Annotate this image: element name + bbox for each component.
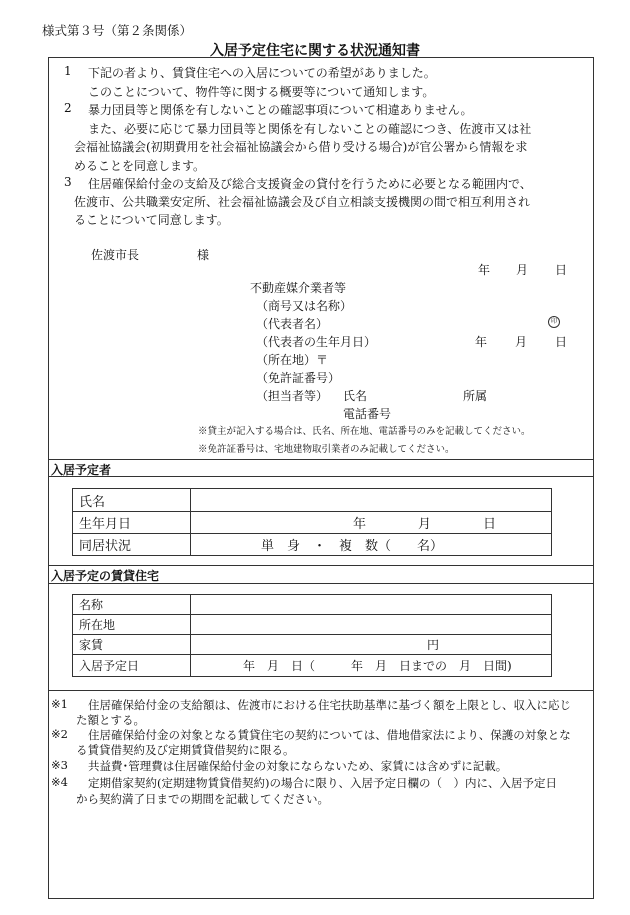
footnote-line: 定期借家契約(定期建物賃貸借契約)の場合に限り、入居予定日欄の（ ）内に、入居予定日 [88, 776, 557, 790]
statement-1-line: このことについて、物件等に関する概要等について通知します。 [88, 85, 435, 99]
date-year-label: 年 [478, 263, 491, 277]
housing-address-field[interactable] [191, 615, 552, 635]
table-row [73, 635, 552, 655]
agent-contact-dept-label: 所属 [463, 389, 488, 403]
housing-movein-label: 入居予定日 [73, 655, 191, 677]
agent-contact-phone-label: 電話番号 [343, 407, 392, 421]
statement-2-line: めることを同意します。 [74, 159, 206, 173]
footnote-mark: ※1 [51, 697, 68, 711]
divider-resident [48, 459, 594, 460]
resident-household-field[interactable]: 単 身 ・ 複 数（ 名） [191, 534, 552, 556]
table-row [73, 595, 552, 615]
rent-unit-label: 円 [427, 638, 440, 652]
agent-contact-label: （担当者等） [256, 389, 329, 403]
table-row [73, 512, 552, 534]
date-month-label: 月 [516, 263, 529, 277]
statement-1-line: 下記の者より、賃貸住宅への入居についての希望がありました。 [88, 66, 436, 80]
table-row [73, 615, 552, 635]
rep-birth-year-label: 年 [475, 335, 488, 349]
statement-3-number: 3 [64, 175, 72, 189]
divider-housing [48, 565, 594, 566]
resident-birth-field[interactable] [191, 512, 552, 534]
housing-rent-field[interactable] [191, 635, 552, 655]
statement-1-number: 1 [64, 64, 72, 78]
agent-note: ※免許証番号は、宅地建物取引業者のみ記載してください。 [198, 444, 455, 455]
agent-trade-name-label: （商号又は名称） [256, 299, 353, 313]
housing-section-title: 入居予定の賃貸住宅 [51, 569, 160, 583]
seal-mark: 印 [548, 316, 560, 328]
agent-address-label: （所在地）〒 [256, 353, 329, 367]
footnote-line: た額とする。 [76, 713, 145, 727]
document-title: 入居予定住宅に関する状況通知書 [210, 43, 420, 59]
agent-rep-birth-label: （代表者の生年月日） [256, 335, 377, 349]
footnote-line: 共益費･管理費は住居確保給付金の対象にならないため、家賃には含めずに記載。 [88, 759, 508, 773]
footnote-line: 住居確保給付金の支給額は、佐渡市における住宅扶助基準に基づく額を上限とし、収入に応じ [88, 698, 571, 712]
addressee-honorific: 様 [197, 248, 210, 262]
housing-movein-field[interactable]: 年 月 日（ 年 月 日までの 月 日間) [191, 655, 552, 677]
housing-name-label: 名称 [73, 595, 191, 615]
statement-2-line: 暴力団員等と関係を有しないことの確認事項について相違ありません。 [88, 103, 473, 117]
birth-month-label: 月 [418, 517, 432, 532]
statement-2-line: また、必要に応じて暴力団員等と関係を有しないことの確認につき、佐渡市又は社 [88, 122, 532, 136]
statement-3-line: ることについて同意します。 [74, 213, 229, 227]
resident-table [72, 488, 552, 556]
agent-business-label: 不動産媒介業者等 [250, 281, 347, 295]
footnote-mark: ※4 [51, 775, 68, 789]
table-row [73, 489, 552, 512]
statement-3-line: 住居確保給付金の支給及び総合支援資金の貸付を行うために必要となる範囲内で、 [88, 177, 532, 191]
housing-rent-label: 家賃 [73, 635, 191, 655]
footnote-line: る賃貸借契約及び定期賃貸借契約に限る。 [76, 743, 295, 757]
resident-household-label: 同居状況 [73, 534, 191, 556]
housing-address-label: 所在地 [73, 615, 191, 635]
footnote-line: 住居確保給付金の対象となる賃貸住宅の契約については、借地借家法により、保護の対象とな [88, 728, 571, 742]
agent-contact-name-label: 氏名 [343, 389, 368, 403]
resident-name-label: 氏名 [73, 489, 191, 512]
resident-name-field[interactable] [191, 489, 552, 512]
birth-year-label: 年 [353, 517, 367, 532]
divider-resident-title [48, 476, 594, 477]
resident-section-title: 入居予定者 [51, 463, 112, 477]
statement-3-line: 佐渡市、公共職業安定所、社会福祉協議会及び自立相談支援機関の間で相互利用され [74, 195, 531, 209]
rep-birth-day-label: 日 [555, 335, 568, 349]
addressee-name: 佐渡市長 [91, 248, 140, 262]
statement-2-line: 会福祉協議会(初期費用を社会福祉協議会から借り受ける場合)が官公署から情報を求 [74, 140, 528, 154]
date-day-label: 日 [555, 263, 568, 277]
birth-day-label: 日 [483, 517, 497, 532]
divider-footnotes [48, 690, 594, 691]
housing-name-field[interactable] [191, 595, 552, 615]
agent-representative-label: （代表者名） [256, 317, 329, 331]
rep-birth-month-label: 月 [515, 335, 528, 349]
footnote-mark: ※2 [51, 727, 68, 741]
form-number: 様式第３号（第２条関係） [42, 23, 193, 38]
agent-note: ※貸主が記入する場合は、氏名、所在地、電話番号のみを記載してください。 [198, 426, 531, 437]
resident-birth-label: 生年月日 [73, 512, 191, 534]
table-row [73, 534, 552, 556]
footnote-line: から契約満了日までの期間を記載してください。 [76, 792, 329, 806]
statement-2-number: 2 [64, 101, 72, 115]
housing-table [72, 594, 552, 677]
table-row [73, 655, 552, 677]
footnote-mark: ※3 [51, 758, 68, 772]
agent-license-label: （免許証番号） [256, 371, 341, 385]
